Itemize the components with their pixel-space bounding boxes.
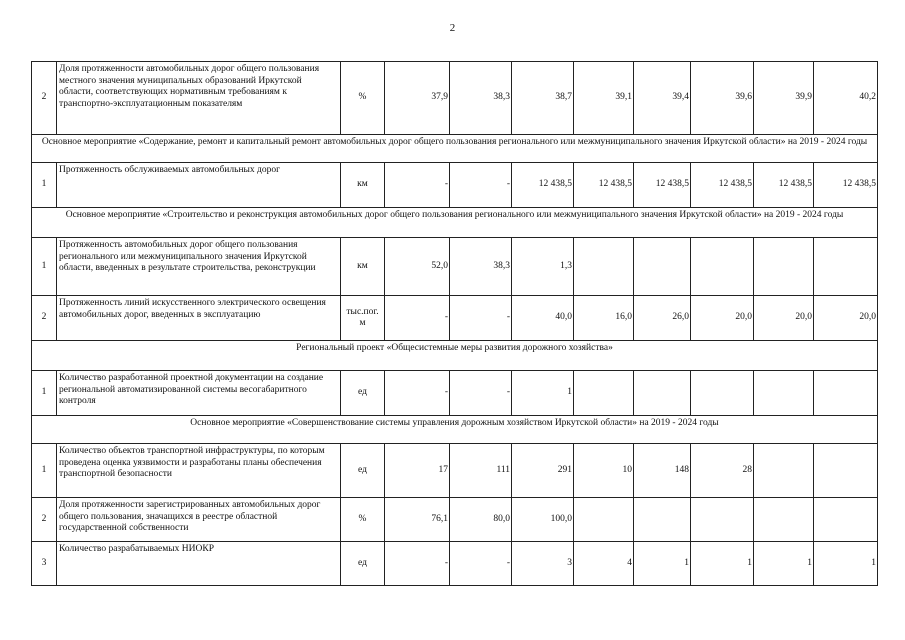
value-cell bbox=[634, 238, 691, 296]
value-cell bbox=[634, 498, 691, 542]
value-cell: 1 bbox=[691, 542, 754, 586]
value-cell: 1 bbox=[512, 371, 574, 416]
value-cell: 10 bbox=[574, 444, 634, 498]
unit-cell: % bbox=[341, 498, 385, 542]
value-cell: 39,9 bbox=[754, 62, 814, 135]
unit-cell: % bbox=[341, 62, 385, 135]
section-row bbox=[32, 341, 878, 371]
value-cell: 4 bbox=[574, 542, 634, 586]
value-cell: 37,9 bbox=[385, 62, 450, 135]
table-row bbox=[32, 62, 878, 135]
value-cell: 12 438,5 bbox=[512, 163, 574, 208]
value-cell bbox=[814, 371, 878, 416]
value-cell: 20,0 bbox=[814, 296, 878, 341]
value-cell: 76,1 bbox=[385, 498, 450, 542]
table-row bbox=[32, 498, 878, 542]
indicator-name: Доля протяженности зарегистрированных автомобильных дорог общего пользования, значащихся в реестре областной государственной собственности bbox=[57, 498, 341, 542]
value-cell bbox=[574, 238, 634, 296]
value-cell bbox=[754, 498, 814, 542]
indicator-name: Количество объектов транспортной инфраструктуры, по которым проведена оценка уязвимости и разработаны планы обеспечения транспортной безопасности bbox=[57, 444, 341, 498]
value-cell: - bbox=[385, 542, 450, 586]
table-row bbox=[32, 371, 878, 416]
value-cell bbox=[814, 498, 878, 542]
section-row bbox=[32, 208, 878, 238]
value-cell bbox=[691, 371, 754, 416]
indicator-name: Протяженность обслуживаемых автомобильных дорог bbox=[57, 163, 341, 208]
value-cell: 26,0 bbox=[634, 296, 691, 341]
value-cell: - bbox=[385, 163, 450, 208]
value-cell: 39,6 bbox=[691, 62, 754, 135]
value-cell: 12 438,5 bbox=[574, 163, 634, 208]
row-number: 2 bbox=[32, 62, 57, 135]
value-cell: 291 bbox=[512, 444, 574, 498]
value-cell bbox=[634, 371, 691, 416]
section-row bbox=[32, 416, 878, 444]
value-cell bbox=[574, 498, 634, 542]
indicator-name: Доля протяженности автомобильных дорог общего пользования местного значения муниципальных образований Иркутской области, соответствующих нормативным требованиям к транспортно-эксплуатационным показателям bbox=[57, 62, 341, 135]
value-cell: 39,4 bbox=[634, 62, 691, 135]
value-cell bbox=[814, 238, 878, 296]
value-cell: - bbox=[450, 163, 512, 208]
value-cell: 3 bbox=[512, 542, 574, 586]
page-number: 2 bbox=[449, 22, 456, 34]
value-cell: 1 bbox=[634, 542, 691, 586]
section-row bbox=[32, 135, 878, 163]
value-cell: 1 bbox=[754, 542, 814, 586]
value-cell: 52,0 bbox=[385, 238, 450, 296]
indicator-name: Протяженность линий искусственного электрического освещения автомобильных дорог, введенных в эксплуатацию bbox=[57, 296, 341, 341]
row-number: 2 bbox=[32, 296, 57, 341]
value-cell bbox=[691, 498, 754, 542]
value-cell: 38,3 bbox=[450, 62, 512, 135]
row-number: 1 bbox=[32, 444, 57, 498]
unit-cell: км bbox=[341, 163, 385, 208]
section-title: Основное мероприятие «Содержание, ремонт и капитальный ремонт автомобильных дорог общего пользования регионального или межмуниципального значения Иркутской области» на 2019 - 2024 годы bbox=[32, 135, 878, 163]
value-cell: 16,0 bbox=[574, 296, 634, 341]
value-cell: 80,0 bbox=[450, 498, 512, 542]
row-number: 2 bbox=[32, 498, 57, 542]
value-cell bbox=[574, 371, 634, 416]
section-title: Региональный проект «Общесистемные меры развития дорожного хозяйства» bbox=[32, 341, 878, 371]
value-cell: - bbox=[385, 296, 450, 341]
value-cell bbox=[691, 238, 754, 296]
indicators-table bbox=[31, 61, 878, 586]
value-cell: 12 438,5 bbox=[691, 163, 754, 208]
table-row bbox=[32, 444, 878, 498]
value-cell bbox=[754, 371, 814, 416]
value-cell: - bbox=[450, 371, 512, 416]
table-row bbox=[32, 542, 878, 586]
row-number: 1 bbox=[32, 371, 57, 416]
value-cell: 38,3 bbox=[450, 238, 512, 296]
value-cell: 39,1 bbox=[574, 62, 634, 135]
value-cell: 148 bbox=[634, 444, 691, 498]
section-title: Основное мероприятие «Совершенствование системы управления дорожным хозяйством Иркутской области» на 2019 - 2024 годы bbox=[32, 416, 878, 444]
value-cell: 20,0 bbox=[691, 296, 754, 341]
section-title: Основное мероприятие «Строительство и реконструкция автомобильных дорог общего пользования регионального или межмуниципального значения Иркутской области» на 2019 - 2024 годы bbox=[32, 208, 878, 238]
unit-cell: тыс.пог. м bbox=[341, 296, 385, 341]
unit-cell: км bbox=[341, 238, 385, 296]
indicator-name: Количество разработанной проектной документации на создание региональной автоматизированной системы весогабаритного контроля bbox=[57, 371, 341, 416]
value-cell: 40,0 bbox=[512, 296, 574, 341]
value-cell: 28 bbox=[691, 444, 754, 498]
value-cell: 40,2 bbox=[814, 62, 878, 135]
value-cell: 1 bbox=[814, 542, 878, 586]
indicator-name: Протяженность автомобильных дорог общего пользования регионального или межмуниципального значения Иркутской области, введенных в результате строительства, реконструкции bbox=[57, 238, 341, 296]
value-cell: - bbox=[450, 542, 512, 586]
value-cell: 20,0 bbox=[754, 296, 814, 341]
value-cell: 12 438,5 bbox=[754, 163, 814, 208]
unit-cell: ед bbox=[341, 542, 385, 586]
table-row bbox=[32, 238, 878, 296]
row-number: 1 bbox=[32, 163, 57, 208]
value-cell: 1,3 bbox=[512, 238, 574, 296]
value-cell: 12 438,5 bbox=[814, 163, 878, 208]
value-cell bbox=[754, 238, 814, 296]
row-number: 3 bbox=[32, 542, 57, 586]
table-row bbox=[32, 163, 878, 208]
value-cell: 12 438,5 bbox=[634, 163, 691, 208]
value-cell: 38,7 bbox=[512, 62, 574, 135]
value-cell: - bbox=[450, 296, 512, 341]
unit-cell: ед bbox=[341, 444, 385, 498]
row-number: 1 bbox=[32, 238, 57, 296]
value-cell bbox=[754, 444, 814, 498]
value-cell: 111 bbox=[450, 444, 512, 498]
unit-cell: ед bbox=[341, 371, 385, 416]
value-cell: 17 bbox=[385, 444, 450, 498]
table-row bbox=[32, 296, 878, 341]
value-cell: 100,0 bbox=[512, 498, 574, 542]
indicator-name: Количество разрабатываемых НИОКР bbox=[57, 542, 341, 586]
value-cell: - bbox=[385, 371, 450, 416]
value-cell bbox=[814, 444, 878, 498]
